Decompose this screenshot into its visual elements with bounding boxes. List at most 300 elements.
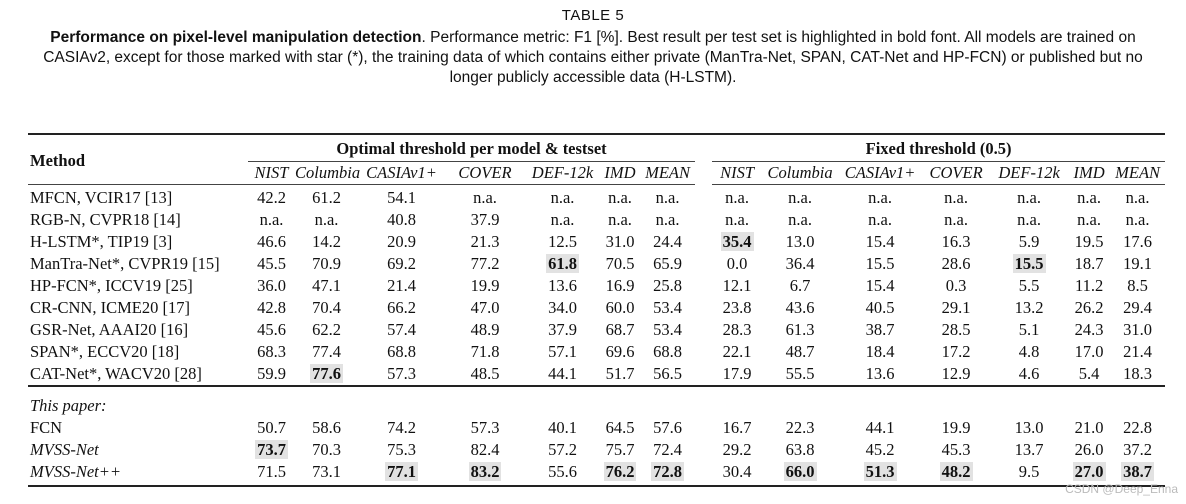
value-cell xyxy=(838,231,922,253)
value: 75.3 xyxy=(387,440,416,459)
value-cell xyxy=(762,319,838,341)
value: 21.0 xyxy=(1074,418,1104,437)
table-row xyxy=(28,231,1165,253)
value-cell xyxy=(712,341,762,363)
value: 61.3 xyxy=(785,320,815,339)
value-cell xyxy=(358,185,445,210)
value: 26.0 xyxy=(1074,440,1104,459)
value: 71.5 xyxy=(257,462,286,481)
value: 5.4 xyxy=(1078,364,1100,383)
value: 69.6 xyxy=(605,342,635,361)
value: 73.1 xyxy=(312,462,341,481)
value: 12.1 xyxy=(722,276,752,295)
column-header-fixed-def-12k: DEF-12k xyxy=(990,162,1068,185)
value-cell xyxy=(358,297,445,319)
value-cell xyxy=(922,363,990,386)
value-cell xyxy=(990,231,1068,253)
best-value-cell xyxy=(640,461,695,486)
value: 19.5 xyxy=(1074,232,1104,251)
column-header-fixed-casiav1+: CASIAv1+ xyxy=(838,162,922,185)
best-value: 27.0 xyxy=(1074,462,1104,481)
method-cell: HP-FCN*, ICCV19 [25] xyxy=(30,276,193,295)
table-row xyxy=(28,363,1165,386)
value-cell xyxy=(762,253,838,275)
value-cell xyxy=(600,417,640,439)
spacer xyxy=(695,417,712,439)
value-cell xyxy=(640,417,695,439)
value: 15.5 xyxy=(865,254,895,273)
value: 74.2 xyxy=(387,418,416,437)
value: 17.9 xyxy=(722,364,752,383)
value: 61.2 xyxy=(312,188,341,207)
best-value-cell xyxy=(712,231,762,253)
value-cell xyxy=(1110,341,1165,363)
table-caption xyxy=(20,28,1166,88)
value-cell xyxy=(1110,363,1165,386)
value-cell xyxy=(1068,209,1110,231)
value: n.a. xyxy=(608,188,632,207)
value-cell xyxy=(525,439,600,461)
value: 31.0 xyxy=(1123,320,1153,339)
value-cell xyxy=(445,439,525,461)
value: n.a. xyxy=(655,210,680,229)
value: 19.1 xyxy=(1123,254,1153,273)
best-value-cell xyxy=(445,461,525,486)
value-cell xyxy=(295,209,358,231)
value: 77.2 xyxy=(470,254,500,273)
column-header-optimal-imd: IMD xyxy=(600,162,640,185)
value-cell xyxy=(712,275,762,297)
value-cell xyxy=(922,297,990,319)
value: n.a. xyxy=(788,188,812,207)
column-header-fixed-columbia: Columbia xyxy=(762,162,838,185)
value: 18.4 xyxy=(865,342,895,361)
value: 36.0 xyxy=(257,276,286,295)
value: 57.4 xyxy=(387,320,416,339)
value: 30.4 xyxy=(722,462,752,481)
value: 21.4 xyxy=(387,276,416,295)
best-value: 83.2 xyxy=(470,462,500,481)
value-cell xyxy=(295,253,358,275)
table-row xyxy=(28,319,1165,341)
value-cell xyxy=(600,341,640,363)
value: 0.0 xyxy=(726,254,748,273)
value: 37.9 xyxy=(470,210,500,229)
value-cell xyxy=(762,231,838,253)
value: n.a. xyxy=(868,188,892,207)
group-header-fixed: Fixed threshold (0.5) xyxy=(712,134,1165,162)
value: 13.0 xyxy=(785,232,815,251)
value-cell xyxy=(990,209,1068,231)
value-cell xyxy=(838,185,922,210)
value-cell xyxy=(1110,417,1165,439)
value: 13.6 xyxy=(548,276,577,295)
value-cell xyxy=(525,363,600,386)
column-header-optimal-columbia: Columbia xyxy=(295,162,358,185)
column-header-fixed-mean: MEAN xyxy=(1110,162,1165,185)
value-cell xyxy=(445,253,525,275)
value-cell xyxy=(1068,417,1110,439)
value-cell xyxy=(358,253,445,275)
value-cell xyxy=(1110,253,1165,275)
value: 65.9 xyxy=(653,254,682,273)
value-cell xyxy=(600,185,640,210)
value-cell xyxy=(838,363,922,386)
value: n.a. xyxy=(1125,210,1150,229)
value: 20.9 xyxy=(387,232,416,251)
spacer xyxy=(695,363,712,386)
value: 82.4 xyxy=(470,440,500,459)
value-cell xyxy=(600,231,640,253)
value-cell xyxy=(248,185,295,210)
spacer xyxy=(695,319,712,341)
value-cell xyxy=(922,439,990,461)
value: 57.3 xyxy=(470,418,500,437)
value-cell xyxy=(525,341,600,363)
value-cell xyxy=(295,341,358,363)
spacer xyxy=(695,275,712,297)
value-cell xyxy=(762,185,838,210)
value: 58.6 xyxy=(312,418,341,437)
method-cell: SPAN*, ECCV20 [18] xyxy=(30,342,180,361)
column-header-fixed-imd: IMD xyxy=(1068,162,1110,185)
value: 19.9 xyxy=(941,418,971,437)
value: 45.5 xyxy=(257,254,286,273)
value-cell xyxy=(640,319,695,341)
column-header-fixed-cover: COVER xyxy=(922,162,990,185)
value: 26.2 xyxy=(1074,298,1104,317)
value-cell xyxy=(640,297,695,319)
value: 19.9 xyxy=(470,276,500,295)
value: n.a. xyxy=(1017,188,1041,207)
value-cell xyxy=(712,185,762,210)
method-cell: H-LSTM*, TIP19 [3] xyxy=(30,232,173,251)
value-cell xyxy=(922,253,990,275)
value-cell xyxy=(445,297,525,319)
value-cell xyxy=(445,209,525,231)
value-cell xyxy=(248,275,295,297)
value-cell xyxy=(922,231,990,253)
value-cell xyxy=(1068,439,1110,461)
value: 48.5 xyxy=(470,364,500,383)
value-cell xyxy=(712,319,762,341)
value: 5.5 xyxy=(1018,276,1040,295)
value-cell xyxy=(712,253,762,275)
value-cell xyxy=(838,439,922,461)
value: 31.0 xyxy=(605,232,635,251)
value-cell xyxy=(1110,439,1165,461)
best-value-cell xyxy=(922,461,990,486)
value: 70.5 xyxy=(605,254,635,273)
column-header-optimal-def-12k: DEF-12k xyxy=(525,162,600,185)
value-cell xyxy=(762,275,838,297)
value: n.a. xyxy=(550,210,575,229)
value-cell xyxy=(640,275,695,297)
value-cell xyxy=(1068,363,1110,386)
caption-text: . Performance metric: F1 [%]. Best result per test set is highlighted in bold font. All models are trained on CASIAv2, except for those marked with star (*), the training data of which contains either private (ManTra-Net, SPAN, CAT-Net and HP-FCN) or published but no longer publicly accessible data (H-LSTM). xyxy=(43,29,1143,86)
best-value-cell xyxy=(248,439,295,461)
value-cell xyxy=(838,417,922,439)
value-cell xyxy=(640,363,695,386)
method-cell: CR-CNN, ICME20 [17] xyxy=(30,298,190,317)
spacer xyxy=(695,162,712,185)
value-cell xyxy=(248,341,295,363)
value: 34.0 xyxy=(548,298,577,317)
value: n.a. xyxy=(944,188,968,207)
value: n.a. xyxy=(725,188,749,207)
value: 37.2 xyxy=(1123,440,1153,459)
value-cell xyxy=(1068,231,1110,253)
spacer xyxy=(695,253,712,275)
value-cell xyxy=(712,417,762,439)
value-cell xyxy=(248,209,295,231)
value: 56.5 xyxy=(653,364,682,383)
value: 53.4 xyxy=(653,320,682,339)
value: 51.7 xyxy=(605,364,635,383)
spacer xyxy=(695,439,712,461)
value: 16.7 xyxy=(722,418,752,437)
value: 68.8 xyxy=(653,342,682,361)
spacer xyxy=(695,185,712,210)
value-cell xyxy=(358,417,445,439)
value-cell xyxy=(1068,275,1110,297)
best-value: 35.4 xyxy=(722,232,752,251)
value-cell xyxy=(358,231,445,253)
watermark: CSDN @Deep_Enna xyxy=(1065,482,1178,496)
value: 44.1 xyxy=(865,418,895,437)
value: 5.9 xyxy=(1018,232,1040,251)
value-cell xyxy=(295,319,358,341)
best-value: 72.8 xyxy=(653,462,682,481)
value-cell xyxy=(248,417,295,439)
spacer xyxy=(695,209,712,231)
value-cell xyxy=(1068,297,1110,319)
best-value-cell xyxy=(525,253,600,275)
value-cell xyxy=(712,209,762,231)
value: 48.7 xyxy=(785,342,815,361)
value-cell xyxy=(600,253,640,275)
value: 46.6 xyxy=(257,232,286,251)
value-cell xyxy=(600,297,640,319)
value-cell xyxy=(712,439,762,461)
value-cell xyxy=(358,439,445,461)
section-label: This paper: xyxy=(28,386,1165,417)
best-value-cell xyxy=(358,461,445,486)
value: 77.4 xyxy=(312,342,341,361)
spacer xyxy=(695,341,712,363)
value: 69.2 xyxy=(387,254,416,273)
value-cell xyxy=(248,363,295,386)
value: 43.6 xyxy=(785,298,815,317)
value: 68.8 xyxy=(387,342,416,361)
table-row xyxy=(28,461,1165,486)
value: 9.5 xyxy=(1018,462,1040,481)
value: 55.6 xyxy=(548,462,577,481)
value: 13.7 xyxy=(1014,440,1044,459)
value: n.a. xyxy=(314,210,339,229)
value: n.a. xyxy=(550,188,575,207)
value: 4.6 xyxy=(1018,364,1040,383)
table-row xyxy=(28,275,1165,297)
method-cell: MVSS-Net xyxy=(30,440,99,459)
value-cell xyxy=(1110,231,1165,253)
value-cell xyxy=(838,275,922,297)
value: 13.2 xyxy=(1014,298,1044,317)
value-cell xyxy=(600,209,640,231)
value: 38.7 xyxy=(865,320,895,339)
best-value: 73.7 xyxy=(257,440,286,459)
value-cell xyxy=(762,209,838,231)
column-header-fixed-nist: NIST xyxy=(712,162,762,185)
table-row xyxy=(28,209,1165,231)
value-cell xyxy=(640,231,695,253)
value: 22.1 xyxy=(722,342,752,361)
value-cell xyxy=(600,275,640,297)
value-cell xyxy=(922,341,990,363)
value-cell xyxy=(1110,319,1165,341)
value: 40.5 xyxy=(865,298,895,317)
value: 57.2 xyxy=(548,440,577,459)
value-cell xyxy=(445,231,525,253)
value: 57.3 xyxy=(387,364,416,383)
best-value: 51.3 xyxy=(865,462,895,481)
table-row xyxy=(28,439,1165,461)
column-header-optimal-mean: MEAN xyxy=(640,162,695,185)
value-cell xyxy=(922,209,990,231)
value: 17.0 xyxy=(1074,342,1104,361)
value: 23.8 xyxy=(722,298,752,317)
value-cell xyxy=(445,341,525,363)
value-cell xyxy=(762,341,838,363)
value: 47.1 xyxy=(312,276,341,295)
caption-title: Performance on pixel-level manipulation detection xyxy=(50,29,422,46)
value: 29.1 xyxy=(941,298,971,317)
value-cell xyxy=(990,461,1068,486)
value: 6.7 xyxy=(789,276,811,295)
value: 68.7 xyxy=(605,320,635,339)
value-cell xyxy=(990,319,1068,341)
value: 42.2 xyxy=(257,188,286,207)
value-cell xyxy=(990,417,1068,439)
value-cell xyxy=(295,185,358,210)
value: 40.8 xyxy=(387,210,416,229)
value-cell xyxy=(525,297,600,319)
value: n.a. xyxy=(725,210,749,229)
results-table xyxy=(28,133,1165,487)
value: 17.2 xyxy=(941,342,971,361)
value: 4.8 xyxy=(1018,342,1040,361)
method-cell: GSR-Net, AAAI20 [16] xyxy=(30,320,189,339)
value: 28.6 xyxy=(941,254,971,273)
value-cell xyxy=(640,209,695,231)
value-cell xyxy=(445,275,525,297)
value: 16.3 xyxy=(941,232,971,251)
value: 18.3 xyxy=(1123,364,1153,383)
value-cell xyxy=(295,461,358,486)
table-row xyxy=(28,185,1165,210)
value-cell xyxy=(712,297,762,319)
value-cell xyxy=(990,341,1068,363)
value-cell xyxy=(445,417,525,439)
value: 45.3 xyxy=(941,440,971,459)
spacer xyxy=(695,231,712,253)
method-cell: FCN xyxy=(30,418,63,437)
value-cell xyxy=(1068,185,1110,210)
value: 12.9 xyxy=(941,364,971,383)
value: 45.6 xyxy=(257,320,286,339)
value-cell xyxy=(762,297,838,319)
value-cell xyxy=(838,297,922,319)
value: 42.8 xyxy=(257,298,286,317)
value-cell xyxy=(525,461,600,486)
value-cell xyxy=(1068,341,1110,363)
best-value-cell xyxy=(600,461,640,486)
value: 28.5 xyxy=(941,320,971,339)
value: 66.2 xyxy=(387,298,416,317)
value-cell xyxy=(295,439,358,461)
spacer xyxy=(695,134,712,162)
value: n.a. xyxy=(1077,210,1101,229)
value: 72.4 xyxy=(653,440,682,459)
value: 15.4 xyxy=(865,276,895,295)
value: 54.1 xyxy=(387,188,416,207)
value-cell xyxy=(358,363,445,386)
value-cell xyxy=(922,275,990,297)
best-value: 38.7 xyxy=(1123,462,1153,481)
best-value: 48.2 xyxy=(941,462,971,481)
value: 25.8 xyxy=(653,276,682,295)
value: n.a. xyxy=(473,188,497,207)
value: 8.5 xyxy=(1127,276,1148,295)
value-cell xyxy=(600,363,640,386)
value-cell xyxy=(1110,209,1165,231)
value-cell xyxy=(990,275,1068,297)
value-cell xyxy=(445,363,525,386)
value: 16.9 xyxy=(605,276,635,295)
value-cell xyxy=(295,417,358,439)
value: 53.4 xyxy=(653,298,682,317)
value: 48.9 xyxy=(470,320,500,339)
value-cell xyxy=(295,297,358,319)
value: 14.2 xyxy=(312,232,341,251)
value-cell xyxy=(248,253,295,275)
value: n.a. xyxy=(1125,188,1150,207)
value: 71.8 xyxy=(470,342,500,361)
value-cell xyxy=(600,319,640,341)
value-cell xyxy=(838,319,922,341)
column-header-optimal-cover: COVER xyxy=(445,162,525,185)
value: n.a. xyxy=(1017,210,1041,229)
value-cell xyxy=(922,319,990,341)
value-cell xyxy=(295,275,358,297)
value: n.a. xyxy=(259,210,284,229)
value-cell xyxy=(525,275,600,297)
value: 50.7 xyxy=(257,418,286,437)
value: 18.7 xyxy=(1074,254,1104,273)
table-row xyxy=(28,341,1165,363)
value: n.a. xyxy=(944,210,968,229)
value-cell xyxy=(838,253,922,275)
value: 21.3 xyxy=(470,232,500,251)
value-cell xyxy=(990,185,1068,210)
best-value: 66.0 xyxy=(785,462,815,481)
method-cell: MFCN, VCIR17 [13] xyxy=(30,188,173,207)
value-cell xyxy=(922,185,990,210)
value-cell xyxy=(248,297,295,319)
value-cell xyxy=(525,417,600,439)
value-cell xyxy=(1068,319,1110,341)
value: 13.0 xyxy=(1014,418,1044,437)
